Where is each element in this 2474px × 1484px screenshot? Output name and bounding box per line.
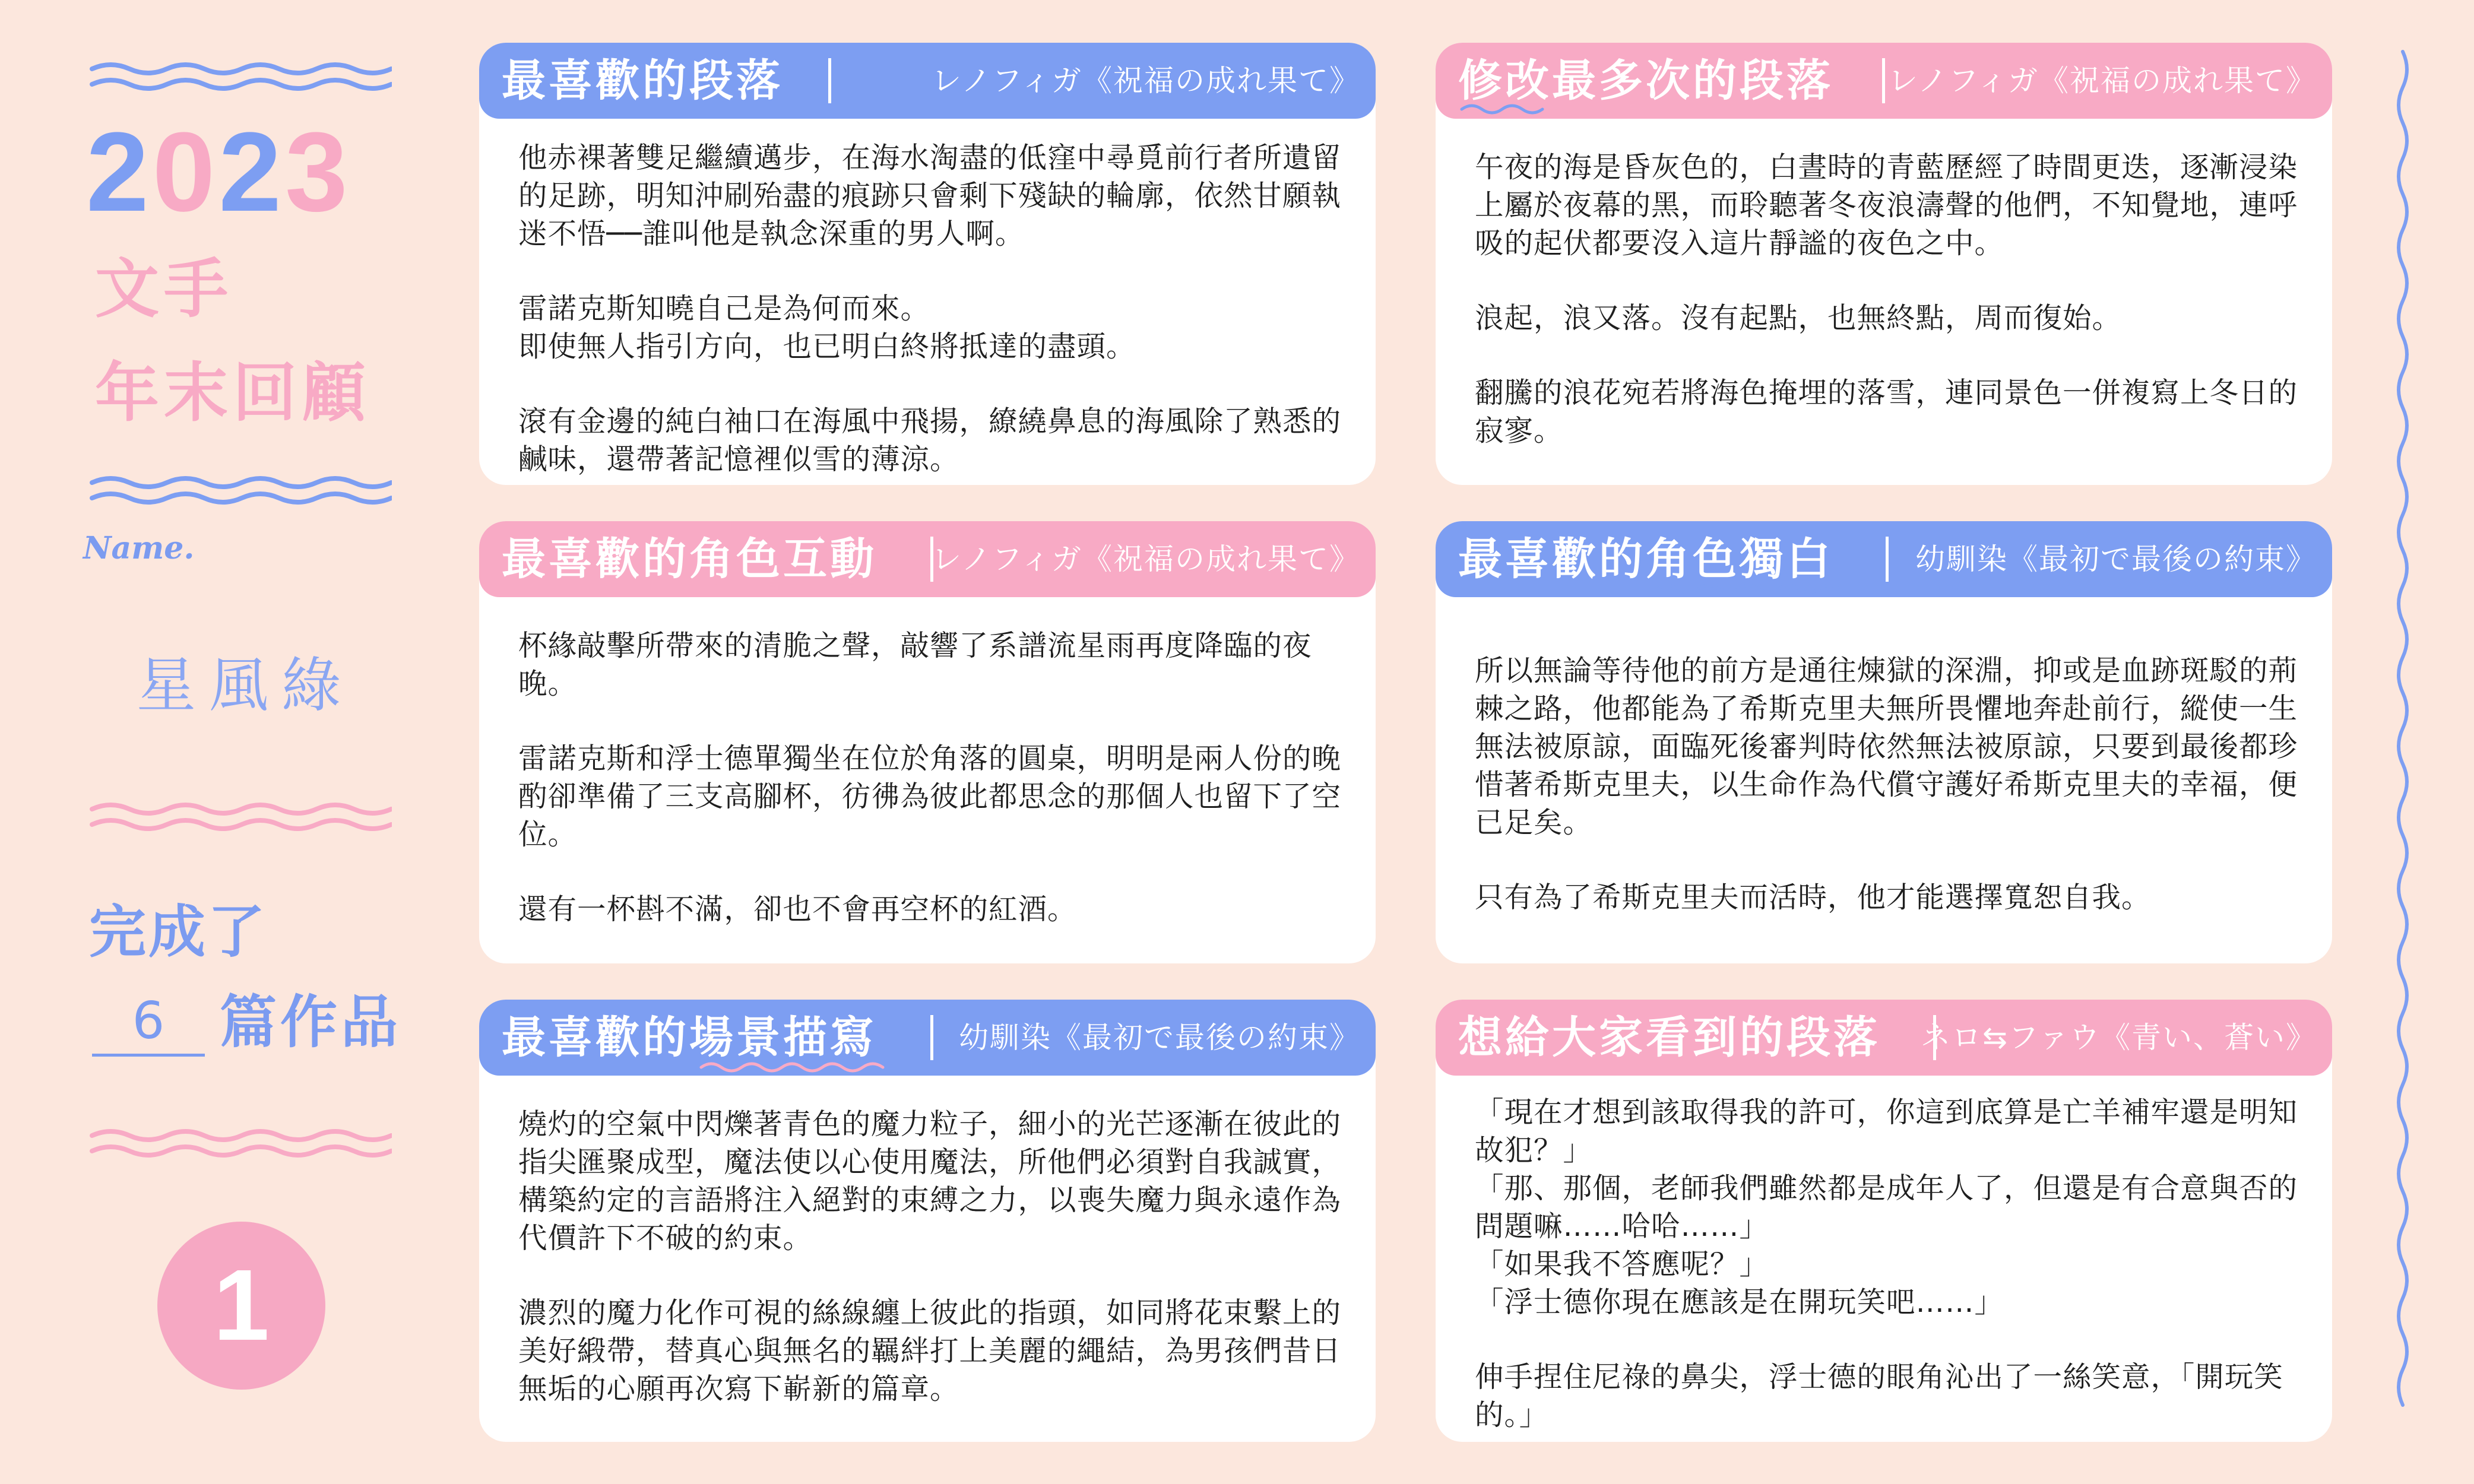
card-share-passage bbox=[1436, 1000, 2332, 1442]
title-squiggle bbox=[699, 1060, 901, 1076]
card-paragraph: 只有為了希斯克里夫而活時，他才能選擇寬恕自我。 bbox=[1475, 881, 2151, 914]
card-body bbox=[1475, 1093, 2298, 1434]
card-title: 最喜歡的角色獨白 bbox=[1458, 534, 1833, 585]
author-label: Name. bbox=[83, 530, 195, 566]
card-title: 修改最多次的段落 bbox=[1458, 55, 1833, 106]
year-digit: 0 bbox=[152, 109, 219, 235]
completed-suffix: 篇作品 bbox=[220, 989, 401, 1055]
card-paragraph: 杯緣敲擊所帶來的清脆之聲，敲響了系譜流星雨再度降臨的夜晚。 bbox=[518, 629, 1312, 700]
card-favorite-passage bbox=[479, 43, 1376, 485]
card-body bbox=[518, 1105, 1341, 1408]
wave-divider-pink-1 bbox=[89, 798, 392, 834]
card-paragraph: 午夜的海是昏灰色的，白晝時的青藍歷經了時間更迭，逐漸浸染上屬於夜幕的黑，而聆聽著冬夜浪濤聲的他們，不知覺地，連呼吸的起伏都要沒入這片靜謐的夜色之中。 bbox=[1475, 151, 2298, 260]
page-number: 1 bbox=[213, 1249, 270, 1362]
card-body bbox=[518, 627, 1341, 928]
card-source: レノフィガ《祝福の成れ果て》 bbox=[932, 64, 1360, 98]
card-paragraph: 伸手捏住尼祿的鼻尖，浮士德的眼角沁出了一絲笑意，「開玩笑的。」 bbox=[1475, 1361, 2283, 1432]
completed-label: 完成了 bbox=[89, 899, 267, 965]
card-favorite-interaction bbox=[479, 521, 1376, 963]
card-paragraph: 濃烈的魔力化作可視的絲線纏上彼此的指頭，如同將花束繫上的美好緞帶，替真心與無名的羈絆打上美麗的繩結，為男孩們昔日無垢的心願再次寫下嶄新的篇章。 bbox=[518, 1296, 1342, 1406]
card-header bbox=[1436, 521, 2332, 597]
title-line-2: 年末回顧 bbox=[95, 356, 371, 430]
card-favorite-monologue bbox=[1436, 521, 2332, 963]
wave-divider-top bbox=[89, 58, 392, 94]
card-body bbox=[1475, 652, 2298, 917]
year-digit: 2 bbox=[218, 109, 286, 235]
year-heading bbox=[86, 109, 359, 235]
card-source: レノフィガ《祝福の成れ果て》 bbox=[932, 542, 1360, 576]
header-separator bbox=[1886, 537, 1889, 582]
wave-divider-right bbox=[2388, 49, 2418, 1438]
card-source: ネロ⇆ファウ《青い、蒼い》 bbox=[1921, 1020, 2317, 1055]
card-header bbox=[479, 1000, 1376, 1076]
wave-divider-pink-2 bbox=[89, 1125, 392, 1160]
completed-count: 6 bbox=[92, 988, 205, 1057]
card-title: 最喜歡的段落 bbox=[502, 55, 783, 106]
header-separator bbox=[828, 58, 831, 103]
author-name: 星風綠 bbox=[137, 651, 354, 720]
card-title: 最喜歡的場景描寫 bbox=[502, 1012, 877, 1063]
card-most-revised-passage bbox=[1436, 43, 2332, 485]
card-header bbox=[479, 521, 1376, 597]
card-paragraph: 燒灼的空氣中閃爍著青色的魔力粒子，細小的光芒逐漸在彼此的指尖匯聚成型，魔法使以心使用魔法，所他們必須對自我誠實，構築約定的言語將注入絕對的束縛之力，以喪失魔力與永遠作為代價許下不破的約束。 bbox=[518, 1108, 1342, 1255]
card-header bbox=[1436, 43, 2332, 119]
card-paragraph: 浪起，浪又落。沒有起點，也無終點，周而復始。 bbox=[1475, 302, 2122, 335]
title-line-1: 文手 bbox=[95, 252, 233, 326]
card-paragraph: 雷諾克斯和浮士德單獨坐在位於角落的圓桌，明明是兩人份的晚酌卻準備了三支高腳杯，彷彿為彼此都思念的那個人也留下了空位。 bbox=[518, 742, 1342, 851]
year-digit: 2 bbox=[86, 109, 153, 235]
title-squiggle bbox=[699, 582, 901, 597]
card-source: レノフィガ《祝福の成れ果て》 bbox=[1888, 64, 2317, 98]
card-body bbox=[1475, 148, 2298, 450]
header-separator bbox=[1882, 58, 1885, 103]
card-paragraph: 翻騰的浪花宛若將海色掩埋的落雪，連同景色一併複寫上冬日的寂寥。 bbox=[1475, 376, 2298, 448]
card-header bbox=[1436, 1000, 2332, 1076]
card-paragraph: 還有一杯斟不滿，卻也不會再空杯的紅酒。 bbox=[518, 893, 1077, 926]
card-paragraph: 雷諾克斯知曉自己是為何而來。 即使無人指引方向，也已明白終將抵達的盡頭。 bbox=[518, 292, 1136, 363]
completed-count-row bbox=[92, 988, 401, 1066]
card-favorite-scene bbox=[479, 1000, 1376, 1442]
year-digit: 3 bbox=[285, 109, 351, 235]
header-separator bbox=[930, 1015, 933, 1060]
card-paragraph: 「現在才想到該取得我的許可，你這到底算是亡羊補牢還是明知故犯？」 「那、那個，老師我們雖然都是成年人了，但還是有合意與否的問題嘛……哈哈……」 「如果我不答應呢？」 「浮士德你現在應該是在開玩笑吧……」 bbox=[1475, 1096, 2298, 1319]
card-title: 想給大家看到的段落 bbox=[1458, 1012, 1880, 1063]
card-paragraph: 所以無論等待他的前方是通往煉獄的深淵，抑或是血跡斑駁的荊棘之路，他都能為了希斯克里夫無所畏懼地奔赴前行，縱使一生無法被原諒，面臨死後審判時依然無法被原諒，只要到最後都珍惜著希斯克里夫，以生命作為代償守護好希斯克里夫的幸福，便已足矣。 bbox=[1475, 654, 2298, 839]
title-squiggle bbox=[1459, 102, 1548, 118]
card-title: 最喜歡的角色互動 bbox=[502, 534, 877, 585]
wave-divider-middle bbox=[89, 472, 392, 508]
card-header bbox=[479, 43, 1376, 119]
card-source: 幼馴染《最初で最後の約束》 bbox=[1915, 542, 2317, 576]
card-body bbox=[518, 139, 1341, 478]
title-squiggle bbox=[1655, 582, 1857, 597]
card-source: 幼馴染《最初で最後の約束》 bbox=[959, 1020, 1360, 1055]
card-paragraph: 滾有金邊的純白袖口在海風中飛揚，繚繞鼻息的海風除了熟悉的鹹味，還帶著記憶裡似雪的薄涼。 bbox=[518, 405, 1342, 476]
card-paragraph: 他赤裸著雙足繼續邁步，在海水淘盡的低窪中尋覓前行者所遺留的足跡，明知沖刷殆盡的痕跡只會剩下殘缺的輪廓，依然甘願執迷不悟──誰叫他是執念深重的男人啊。 bbox=[518, 141, 1342, 250]
